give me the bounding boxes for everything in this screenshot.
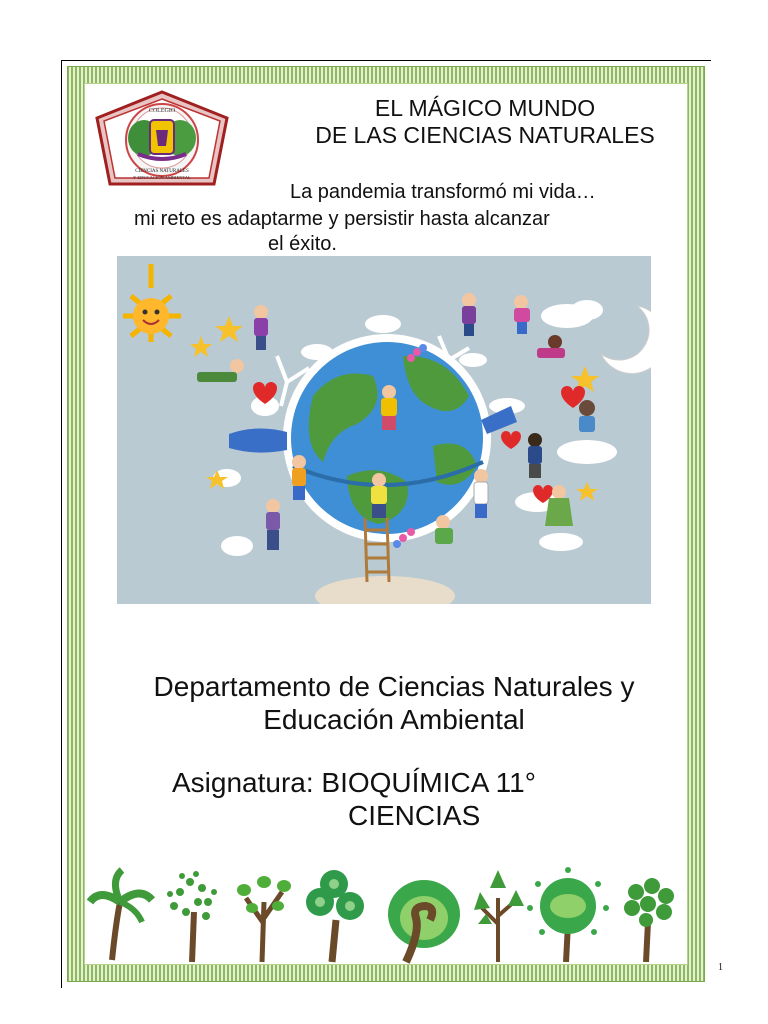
palm-tree-icon <box>90 870 152 960</box>
logo-caption-line2: Y EDUCACIÓN AMBIENTAL <box>133 175 191 180</box>
leaf-tree-icon <box>388 880 460 962</box>
dotted-tree-icon <box>167 871 217 962</box>
title-line-2: DE LAS CIENCIAS NATURALES <box>315 122 655 148</box>
subject-line-2: CIENCIAS <box>348 800 481 831</box>
page-edge-top <box>61 60 711 61</box>
page-number: 1 <box>718 962 723 973</box>
page-edge-left <box>61 60 62 988</box>
thin-tree-icon <box>474 870 524 962</box>
department-heading <box>92 670 696 736</box>
motto-line-1: La pandemia transformó mi vida… <box>290 181 596 203</box>
round-tree-icon <box>527 867 609 962</box>
logo-caption-line1: CIENCIAS NATURALES <box>135 169 189 174</box>
trees-decoration <box>86 862 686 966</box>
logo-school-label: COLEGIO <box>148 108 176 114</box>
title-line-1: EL MÁGICO MUNDO <box>374 95 596 121</box>
motto-line-2: mi reto es adaptarme y persistir hasta alcanzar <box>134 208 550 230</box>
bubble-tree-icon <box>624 878 674 962</box>
motto-line-3: el éxito. <box>268 233 337 255</box>
branch-tree-icon <box>237 876 291 962</box>
school-logo <box>94 90 230 186</box>
department-line-2: Educación Ambiental <box>263 704 525 735</box>
document-title <box>270 95 700 149</box>
department-line-1: Departamento de Ciencias Naturales y <box>153 671 635 702</box>
globe-icon <box>283 334 491 542</box>
subject-line-1: Asignatura: BIOQUÍMICA 11° <box>172 767 536 798</box>
earth-children-illustration <box>117 256 651 604</box>
swirl-tree-icon <box>306 870 364 962</box>
